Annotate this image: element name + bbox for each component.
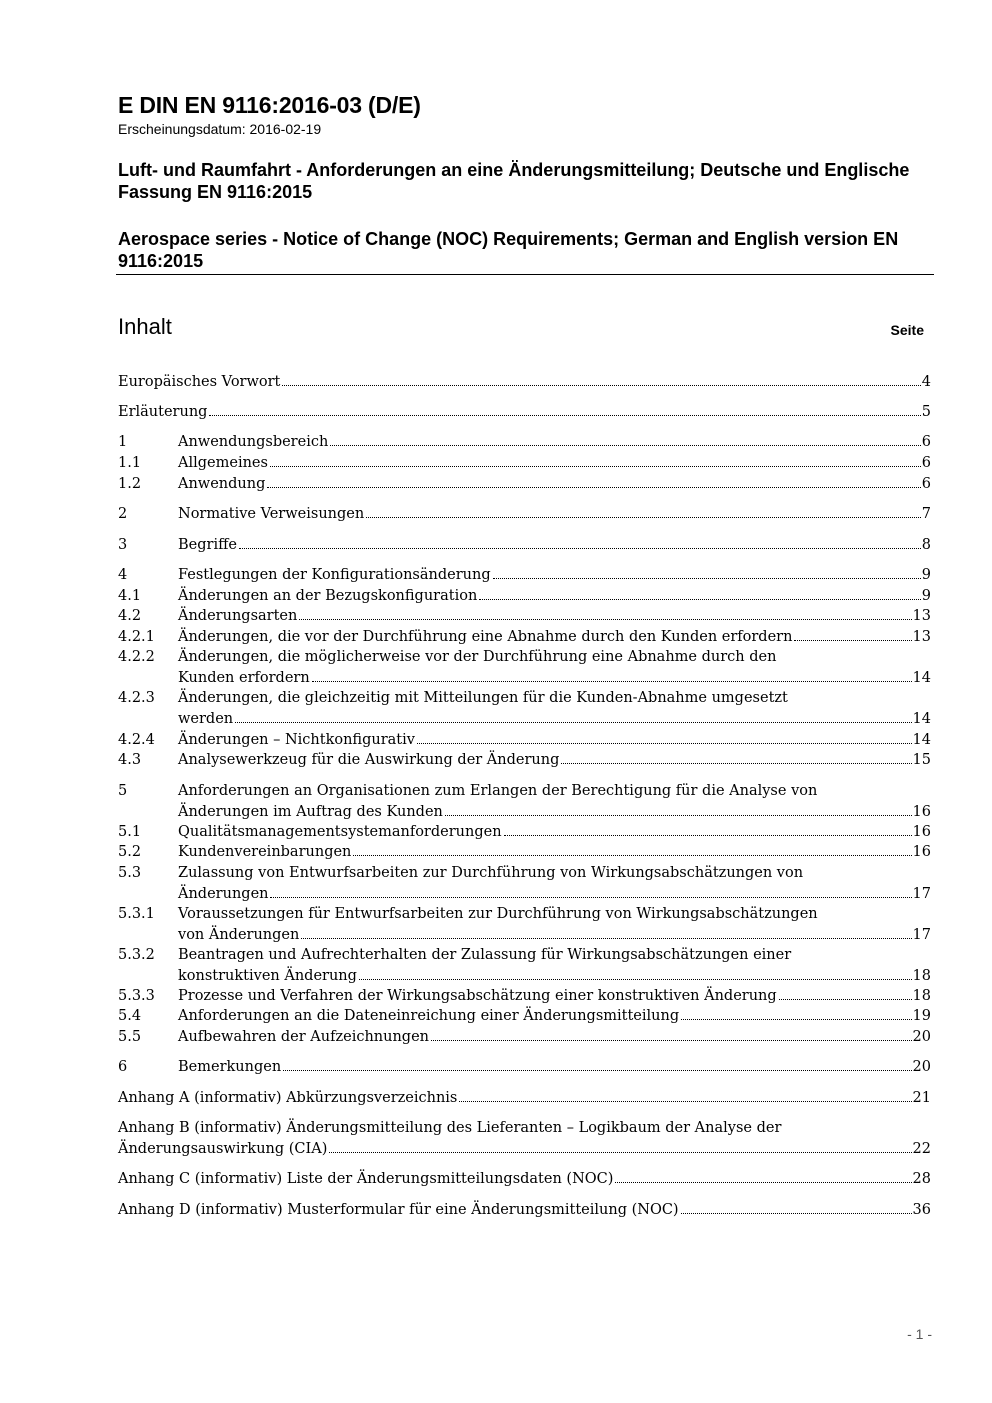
toc-entry-page: 19 <box>912 1008 931 1024</box>
toc-entry[interactable] <box>118 627 931 648</box>
toc-leader-dots <box>561 763 911 764</box>
toc-entry-number: 4.2.2 <box>118 649 155 665</box>
toc-entry-page: 17 <box>912 885 931 902</box>
toc-entry-title: Bemerkungen <box>178 1059 282 1075</box>
toc-leader-dots <box>366 517 921 518</box>
toc-entry[interactable] <box>118 606 931 627</box>
toc-leader-dots <box>353 855 911 856</box>
toc-entry[interactable] <box>118 1057 931 1078</box>
toc-entry-page: 18 <box>912 967 931 984</box>
toc-entry-title: Anwendung <box>178 476 266 492</box>
toc-entry-number: 5.2 <box>118 844 142 860</box>
toc-leader-dots <box>794 640 911 641</box>
toc-entry-title: Voraussetzungen für Entwurfsarbeiten zur Durchführung von Wirkungsabschätzungen <box>178 906 818 922</box>
toc-entry-number: 5.3.1 <box>118 906 155 922</box>
toc-entry-page: 36 <box>912 1202 931 1218</box>
toc-entry-title: Änderungsarten <box>178 608 298 624</box>
toc-entry-page: 6 <box>921 434 931 450</box>
toc-entry-title: Änderungen im Auftrag des Kunden <box>178 803 443 820</box>
toc-entry-title: Änderungen – Nichtkonfigurativ <box>178 732 415 748</box>
toc-leader-dots <box>479 599 920 600</box>
toc-entry-title: Allgemeines <box>178 455 268 471</box>
toc-entry[interactable] <box>118 372 931 393</box>
toc-entry-title: Qualitätsmanagementsystemanforderungen <box>178 824 502 840</box>
toc-entry-page: 14 <box>912 732 931 748</box>
toc-entry-page: 16 <box>912 824 931 840</box>
toc-entry[interactable] <box>118 647 931 688</box>
toc-entry[interactable] <box>118 750 931 771</box>
document-title: E DIN EN 9116:2016-03 (D/E) <box>118 92 421 118</box>
toc-entry-title: Anhang A (informativ) Abkürzungsverzeichnis <box>118 1090 458 1106</box>
toc-entry-number: 1.2 <box>118 476 142 492</box>
toc-entry-number: 4.2.1 <box>118 629 155 645</box>
toc-entry-number: 5.5 <box>118 1029 142 1045</box>
toc-entry[interactable] <box>118 945 931 986</box>
toc-leader-dots <box>359 979 912 980</box>
toc-entry[interactable] <box>118 565 931 586</box>
toc-leader-dots <box>445 815 912 816</box>
toc-leader-dots <box>779 999 912 1000</box>
toc-entry-page: 5 <box>921 404 931 420</box>
toc-entry-number: 1.1 <box>118 455 142 471</box>
toc-entry-title: Änderungsauswirkung (CIA) <box>118 1140 328 1157</box>
toc-entry-title: Anforderungen an Organisationen zum Erlangen der Berechtigung für die Analyse von <box>178 783 818 799</box>
toc-entry-title: Anwendungsbereich <box>178 434 329 450</box>
toc-entry-title: Kundenvereinbarungen <box>178 844 352 860</box>
toc-entry[interactable] <box>118 1088 931 1109</box>
title-german: Luft- und Raumfahrt - Anforderungen an eine Änderungsmitteilung; Deutsche und Englische Fassung EN 9116:2015 <box>118 160 910 202</box>
toc-leader-dots <box>312 681 912 682</box>
toc-leader-dots <box>459 1101 911 1102</box>
toc-entry-page: 28 <box>912 1171 931 1187</box>
toc-entry-page: 22 <box>912 1140 931 1157</box>
toc-entry[interactable] <box>118 730 931 751</box>
toc-leader-dots <box>299 619 911 620</box>
publication-date: Erscheinungsdatum: 2016-02-19 <box>118 121 322 137</box>
toc-entry-page: 16 <box>912 844 931 860</box>
toc-entry-number: 2 <box>118 506 128 522</box>
title-english: Aerospace series - Notice of Change (NOC) Requirements; German and English version EN 9116:2015 <box>118 229 899 271</box>
toc-entry-number: 5.3.2 <box>118 947 155 963</box>
toc-leader-dots <box>235 722 911 723</box>
toc-entry-page: 6 <box>921 455 931 471</box>
toc-entry-page: 8 <box>921 537 931 553</box>
toc-entry-page: 9 <box>921 567 931 583</box>
toc-entry-page: 17 <box>912 926 931 943</box>
toc-entry[interactable] <box>118 863 931 904</box>
toc-entry-title: werden <box>178 710 234 727</box>
toc-entry-number: 5 <box>118 783 128 799</box>
toc-leader-dots <box>329 1152 911 1153</box>
toc-heading: Inhalt <box>118 314 172 339</box>
toc-entry-number: 4.2.3 <box>118 690 155 706</box>
toc-entry[interactable] <box>118 504 931 525</box>
toc-entry[interactable] <box>118 986 931 1007</box>
toc-entry-title: Begriffe <box>178 537 237 553</box>
toc-entry-title: von Änderungen <box>178 926 300 943</box>
toc-entry-number: 5.3.3 <box>118 988 155 1004</box>
toc-entry-page: 4 <box>921 374 931 390</box>
toc-leader-dots <box>209 415 920 416</box>
toc-entry-title: konstruktiven Änderung <box>178 967 357 984</box>
toc-entry-number: 4 <box>118 567 128 583</box>
toc-entry[interactable] <box>118 1200 931 1221</box>
toc-entry-title: Änderungen <box>178 885 269 902</box>
toc-entry-page: 18 <box>912 988 931 1004</box>
toc-entry[interactable] <box>118 432 931 453</box>
toc-entry-page: 13 <box>912 608 931 624</box>
toc-entry-number: 4.1 <box>118 588 142 604</box>
toc-entry-title: Änderungen an der Bezugskonfiguration <box>178 588 478 604</box>
toc-entry[interactable] <box>118 535 931 556</box>
toc-entry[interactable] <box>118 904 931 945</box>
toc-entry-page: 14 <box>912 669 931 686</box>
toc-entry[interactable] <box>118 1169 931 1190</box>
toc-leader-dots <box>681 1213 912 1214</box>
toc-leader-dots <box>504 835 912 836</box>
toc-entry-title: Europäisches Vorwort <box>118 374 281 390</box>
toc-entry-number: 5.3 <box>118 865 142 881</box>
toc-leader-dots <box>330 445 920 446</box>
toc-entry-page: 9 <box>921 588 931 604</box>
toc-page-column-label: Seite <box>890 322 924 338</box>
toc-leader-dots <box>301 938 911 939</box>
toc-entry[interactable] <box>118 453 931 474</box>
toc-entry[interactable] <box>118 474 931 495</box>
toc-entry[interactable] <box>118 1027 931 1048</box>
toc-entry-title: Kunden erfordern <box>178 669 310 686</box>
toc-entry-title: Anhang C (informativ) Liste der Änderungsmitteilungsdaten (NOC) <box>118 1171 614 1187</box>
toc-entry-number: 1 <box>118 434 128 450</box>
toc-leader-dots <box>283 1070 911 1071</box>
toc-leader-dots <box>493 578 921 579</box>
toc-entry-page: 13 <box>912 629 931 645</box>
toc-entry-title: Normative Verweisungen <box>178 506 365 522</box>
header-divider <box>116 274 934 275</box>
page-number: - 1 - <box>907 1326 932 1342</box>
toc-entry-number: 4.2 <box>118 608 142 624</box>
toc-entry-number: 5.1 <box>118 824 142 840</box>
toc-entry-number: 4.3 <box>118 752 142 768</box>
toc-entry-title: Anforderungen an die Dateneinreichung einer Änderungsmitteilung <box>178 1008 680 1024</box>
toc-leader-dots <box>431 1040 912 1041</box>
toc-entry-title: Änderungen, die vor der Durchführung eine Abnahme durch den Kunden erfordern <box>178 629 793 645</box>
toc-entry-number: 3 <box>118 537 128 553</box>
toc-entry-title: Festlegungen der Konfigurationsänderung <box>178 567 491 583</box>
toc-entry-page: 20 <box>912 1059 931 1075</box>
toc-entry[interactable] <box>118 688 931 729</box>
toc-entry-page: 21 <box>912 1090 931 1106</box>
toc-entry[interactable] <box>118 1006 931 1027</box>
toc-entry[interactable] <box>118 1118 931 1159</box>
toc-entry-page: 15 <box>912 752 931 768</box>
toc-entry-title: Erläuterung <box>118 404 208 420</box>
toc-entry[interactable] <box>118 822 931 843</box>
toc-entry[interactable] <box>118 586 931 607</box>
toc-entry-title: Prozesse und Verfahren der Wirkungsabschätzung einer konstruktiven Änderung <box>178 988 777 1004</box>
toc-leader-dots <box>681 1019 911 1020</box>
toc-leader-dots <box>282 385 920 386</box>
toc-entry-number: 4.2.4 <box>118 732 155 748</box>
toc-leader-dots <box>267 487 920 488</box>
toc-entry-page: 20 <box>912 1029 931 1045</box>
toc-entry-title: Anhang D (informativ) Musterformular für eine Änderungsmitteilung (NOC) <box>118 1202 679 1218</box>
toc-entry-page: 7 <box>921 506 931 522</box>
toc-entry-title: Zulassung von Entwurfsarbeiten zur Durchführung von Wirkungsabschätzungen von <box>178 865 804 881</box>
toc-entry[interactable] <box>118 402 931 423</box>
toc-entry-title: Anhang B (informativ) Änderungsmitteilung des Lieferanten – Logikbaum der Analyse der <box>118 1120 782 1136</box>
toc-entry-title: Änderungen, die möglicherweise vor der Durchführung eine Abnahme durch den <box>178 649 777 665</box>
toc-entry[interactable] <box>118 781 931 822</box>
toc-leader-dots <box>615 1182 911 1183</box>
toc-entry-page: 16 <box>912 803 931 820</box>
toc-entry-page: 6 <box>921 476 931 492</box>
toc-entry-title: Analysewerkzeug für die Auswirkung der Änderung <box>178 752 560 768</box>
toc-leader-dots <box>239 548 921 549</box>
toc-entry-number: 6 <box>118 1059 128 1075</box>
toc-leader-dots <box>270 466 921 467</box>
toc-entry[interactable] <box>118 842 931 863</box>
toc-entry-page: 14 <box>912 710 931 727</box>
toc-entry-title: Änderungen, die gleichzeitig mit Mitteilungen für die Kunden-Abnahme umgesetzt <box>178 690 788 706</box>
toc-leader-dots <box>417 743 912 744</box>
toc-entry-title: Beantragen und Aufrechterhalten der Zulassung für Wirkungsabschätzungen einer <box>178 947 792 963</box>
toc-entry-title: Aufbewahren der Aufzeichnungen <box>178 1029 430 1045</box>
toc-entry-number: 5.4 <box>118 1008 142 1024</box>
toc-leader-dots <box>270 897 911 898</box>
